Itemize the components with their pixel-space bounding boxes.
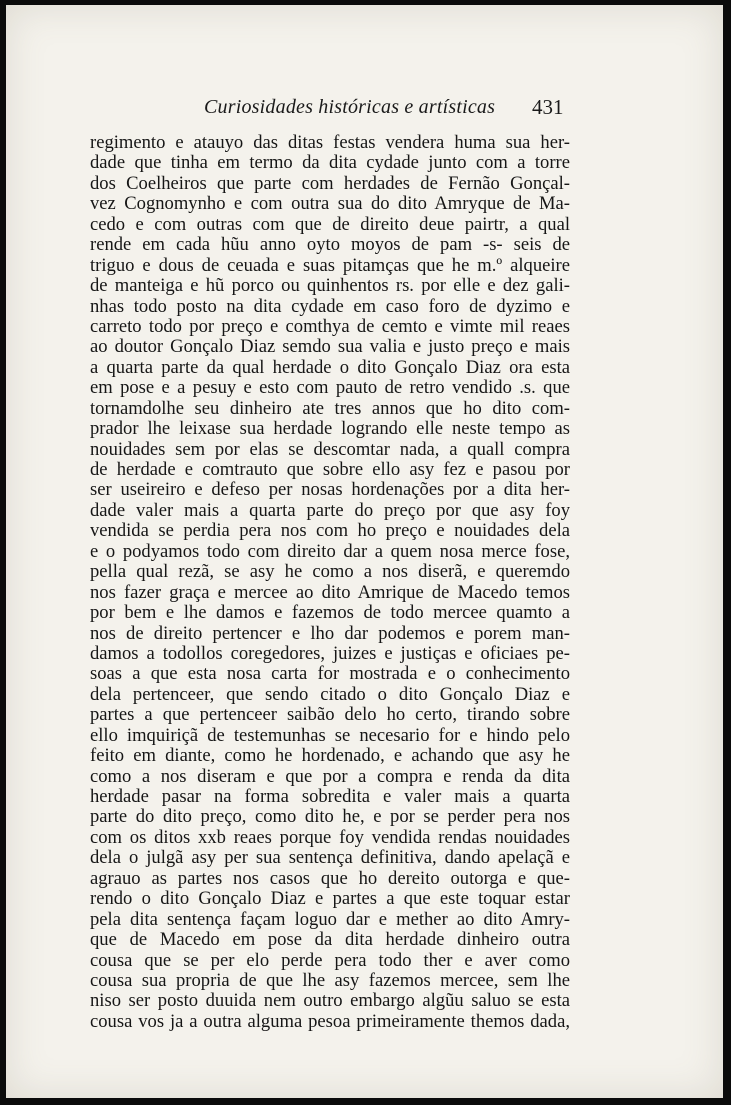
text-line: vez Cognomynho e com outra sua do dito Amryque de Ma- (90, 193, 570, 215)
text-line: carreto todo por preço e comthya de cemto e vimte mil reaes (90, 315, 570, 337)
text-line: cousa vos ja a outra alguma pesoa primeiramente themos dada, (90, 1010, 570, 1032)
text-line: nos de direito pertencer e lho dar podemos e porem man- (90, 622, 570, 644)
text-line: feito em diante, como he hordenado, e achando que asy he (90, 745, 570, 767)
text-line: cedo e com outras com que de direito deue pairtr, a qual (90, 213, 570, 235)
text-line: dela pertenceer, que sendo citado o dito Gonçalo Diaz e (90, 683, 570, 705)
text-line: nhas todo posto na dita cydade em caso foro de dyzimo e (90, 295, 570, 317)
text-line: dela o julgã asy per sua sentença definitiva, dando apelaçã e (90, 847, 570, 869)
text-line: de manteiga e hũ porco ou quinhentos rs. por elle e dez gali- (90, 275, 570, 297)
text-line: dade que tinha em termo da dita cydade junto com a torre (90, 152, 570, 174)
text-line: pella qual rezã, se asy he como a nos diserã, e queremdo (90, 561, 570, 583)
running-title: Curiosidades históricas e artísticas (204, 96, 496, 118)
body-text (90, 133, 570, 1032)
text-line: por bem e lhe damos e fazemos de todo mercee quamto a (90, 602, 570, 624)
text-line: de herdade e comtrauto que sobre ello asy fez e pasou por (90, 459, 570, 480)
text-line: herdade pasar na forma sobredita e valer mais a quarta (90, 786, 570, 807)
text-line: cousa que se per elo perde pera todo ther e aver como (90, 949, 570, 971)
text-line: nos fazer graça e mercee ao dito Amrique de Macedo temos (90, 581, 570, 603)
text-line: cousa sua propria de que lhe asy fazemos mercee, sem lhe (90, 969, 570, 991)
text-line: ello imquiriçã de testemunhas se necesario for e hindo pelo (90, 724, 570, 746)
text-line: em pose e a pesuy e esto com pauto de retro vendido .s. que (90, 377, 570, 399)
text-line: com os ditos xxb reaes porque foy vendida rendas nouidades (90, 826, 570, 848)
text-line: ao doutor Gonçalo Diaz semdo sua valia e justo preço e mais (90, 336, 570, 358)
page-header (0, 96, 731, 124)
text-line: agrauo as partes nos casos que ho dereito outorga e que- (90, 867, 570, 889)
text-line: triguo e dous de ceuada e suas pitamças que he m.º alqueire (90, 254, 570, 276)
text-line: rendo o dito Gonçalo Diaz e partes a que este toquar estar (90, 888, 570, 910)
text-line: que de Macedo em pose da dita herdade dinheiro outra (90, 929, 570, 951)
text-line: tornamdolhe seu dinheiro ate tres annos que ho dito com- (90, 397, 570, 419)
text-line: dos Coelheiros que parte com herdades de Fernão Gonçal- (90, 172, 570, 194)
text-line: partes a que pertenceer saibão delo ho certo, tirando sobre (90, 704, 570, 726)
text-line: rende em cada hũu anno oyto moyos de pam -s- seis de (90, 234, 570, 256)
page-number: 431 (532, 95, 564, 119)
text-line: niso ser posto duuida nem outro embargo algũu saluo se esta (90, 990, 570, 1012)
text-line: prador lhe leixase sua herdade logrando elle neste tempo as (90, 418, 570, 440)
text-line: regimento e atauyo das ditas festas vendera huma sua her- (90, 132, 570, 153)
text-line: dade valer mais a quarta parte do preço por que asy foy (90, 499, 570, 521)
text-line: e o podyamos todo com direito dar a quem nosa merce fose, (90, 540, 570, 562)
text-line: damos a todollos coregedores, juizes e justiças e oficiaes pe- (90, 642, 570, 664)
text-line: vendida se perdia pera nos com ho preço e nouidades dela (90, 520, 570, 542)
text-line: como a nos diseram e que por a compra e renda da dita (90, 765, 570, 787)
text-line: parte do dito preço, como dito he, e por se perder pera nos (90, 806, 570, 828)
text-line: pela dita sentença façam loguo dar e mether ao dito Amry- (90, 908, 570, 930)
text-line: a quarta parte da qual herdade o dito Gonçalo Diaz ora esta (90, 356, 570, 378)
text-line: soas a que esta nosa carta for mostrada e o conhecimento (90, 663, 570, 685)
text-line: nouidades sem por elas se descomtar nada, a quall compra (90, 438, 570, 460)
text-line: ser useireiro e defeso per nosas hordenações por a dita her- (90, 479, 570, 501)
